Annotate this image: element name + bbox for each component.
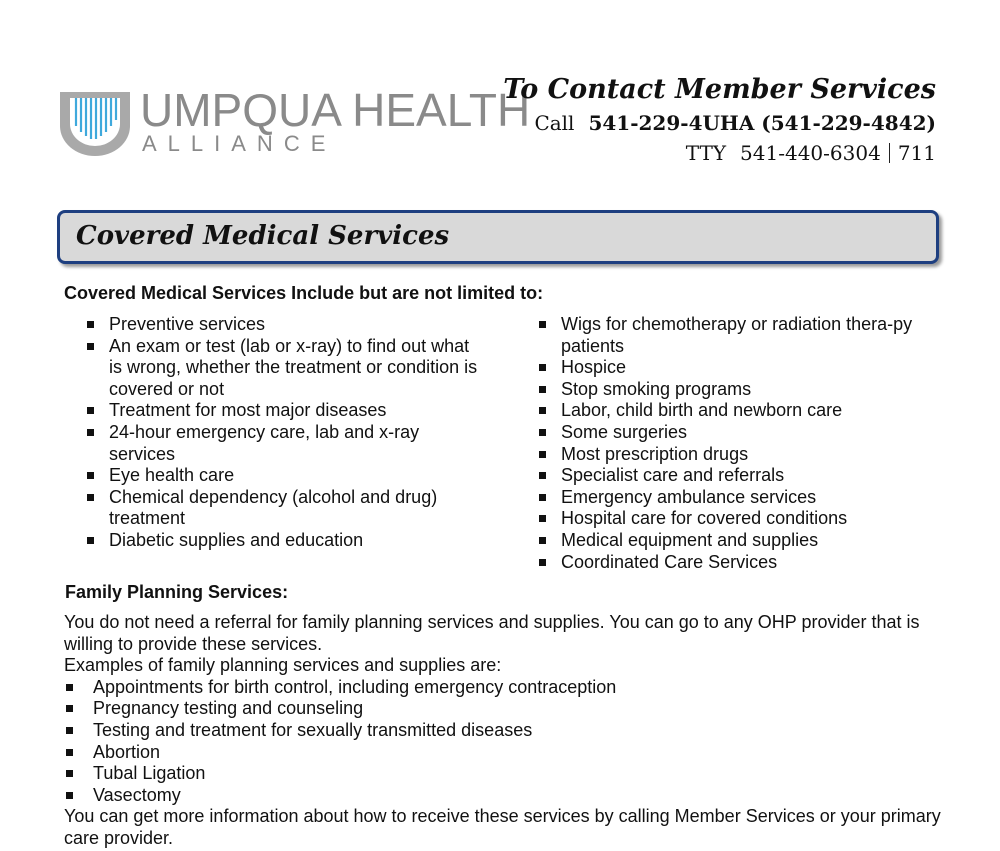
bullet-icon bbox=[539, 407, 546, 414]
contact-title: To Contact Member Services bbox=[503, 74, 936, 105]
family-planning-intro: You do not need a referral for family planning services and supplies. You can go to any OHP provider that is willing to provide these services. bbox=[64, 612, 920, 654]
call-label: Call bbox=[534, 111, 575, 135]
divider bbox=[889, 143, 890, 163]
covered-services-list-left bbox=[63, 314, 483, 552]
list-item: Emergency ambulance services bbox=[515, 487, 935, 509]
contact-block bbox=[503, 72, 936, 168]
list-item: Preventive services bbox=[63, 314, 483, 336]
call-number[interactable]: 541-229-4UHA (541-229-4842) bbox=[588, 111, 936, 135]
family-planning-heading: Family Planning Services: bbox=[65, 582, 289, 602]
bullet-icon bbox=[87, 472, 94, 479]
bullet-icon bbox=[539, 537, 546, 544]
bullet-icon bbox=[539, 515, 546, 522]
list-item: Hospital care for covered conditions bbox=[515, 508, 935, 530]
list-item: Specialist care and referrals bbox=[515, 465, 935, 487]
bullet-icon bbox=[66, 684, 73, 691]
bullet-icon bbox=[539, 429, 546, 436]
list-item: An exam or test (lab or x-ray) to find out what is wrong, whether the treatment or condition is covered or not bbox=[63, 336, 483, 401]
covered-services-intro: Covered Medical Services Include but are not limited to: bbox=[64, 283, 544, 303]
list-item: Vasectomy bbox=[64, 785, 944, 807]
bullet-icon bbox=[87, 494, 94, 501]
bullet-icon bbox=[87, 343, 94, 350]
bullet-icon bbox=[539, 494, 546, 501]
family-planning-examples-label: Examples of family planning services and supplies are: bbox=[64, 655, 502, 676]
bullet-icon bbox=[539, 472, 546, 479]
list-item: Coordinated Care Services bbox=[515, 552, 935, 574]
list-item: Labor, child birth and newborn care bbox=[515, 400, 935, 422]
tty-number[interactable]: 541-440-6304 bbox=[740, 141, 881, 165]
list-item: Treatment for most major diseases bbox=[63, 400, 483, 422]
bullet-icon bbox=[87, 407, 94, 414]
list-item: Hospice bbox=[515, 357, 935, 379]
list-item: 24-hour emergency care, lab and x-ray services bbox=[63, 422, 483, 465]
list-item: Some surgeries bbox=[515, 422, 935, 444]
list-item: Medical equipment and supplies bbox=[515, 530, 935, 552]
logo-name: UMPQUA HEALTH bbox=[140, 84, 531, 136]
list-item: Tubal Ligation bbox=[64, 763, 944, 785]
family-planning-list bbox=[64, 677, 944, 807]
list-item: Abortion bbox=[64, 742, 944, 764]
list-item: Diabetic supplies and education bbox=[63, 530, 483, 552]
list-item: Pregnancy testing and counseling bbox=[64, 698, 944, 720]
bullet-icon bbox=[539, 386, 546, 393]
bullet-icon bbox=[66, 727, 73, 734]
list-item: Testing and treatment for sexually transmitted diseases bbox=[64, 720, 944, 742]
tty-label: TTY bbox=[685, 141, 727, 165]
list-item: Most prescription drugs bbox=[515, 444, 935, 466]
tty-line bbox=[503, 138, 936, 168]
bullet-icon bbox=[539, 364, 546, 371]
family-planning-block bbox=[64, 612, 944, 850]
bullet-icon bbox=[66, 770, 73, 777]
list-item: Stop smoking programs bbox=[515, 379, 935, 401]
bullet-icon bbox=[539, 321, 546, 328]
call-line bbox=[503, 108, 936, 138]
bullet-icon bbox=[87, 321, 94, 328]
covered-services-list-right bbox=[515, 314, 935, 573]
bullet-icon bbox=[66, 792, 73, 799]
section-banner bbox=[57, 210, 939, 264]
bullet-icon bbox=[539, 559, 546, 566]
bullet-icon bbox=[539, 451, 546, 458]
logo-subtitle: ALLIANCE bbox=[142, 131, 337, 156]
bullet-icon bbox=[66, 749, 73, 756]
bullet-icon bbox=[66, 705, 73, 712]
list-item: Chemical dependency (alcohol and drug) treatment bbox=[63, 487, 483, 530]
list-item: Wigs for chemotherapy or radiation thera-py patients bbox=[515, 314, 935, 357]
bullet-icon bbox=[87, 537, 94, 544]
list-item: Appointments for birth control, including emergency contraception bbox=[64, 677, 944, 699]
umpqua-health-logo bbox=[56, 82, 531, 162]
bullet-icon bbox=[87, 429, 94, 436]
logo-mark-icon bbox=[56, 86, 134, 160]
tty-relay-number[interactable]: 711 bbox=[897, 141, 936, 165]
list-item: Eye health care bbox=[63, 465, 483, 487]
section-title: Covered Medical Services bbox=[76, 221, 450, 251]
family-planning-footer: You can get more information about how to receive these services by calling Member Services or your primary care provider. bbox=[64, 806, 941, 848]
